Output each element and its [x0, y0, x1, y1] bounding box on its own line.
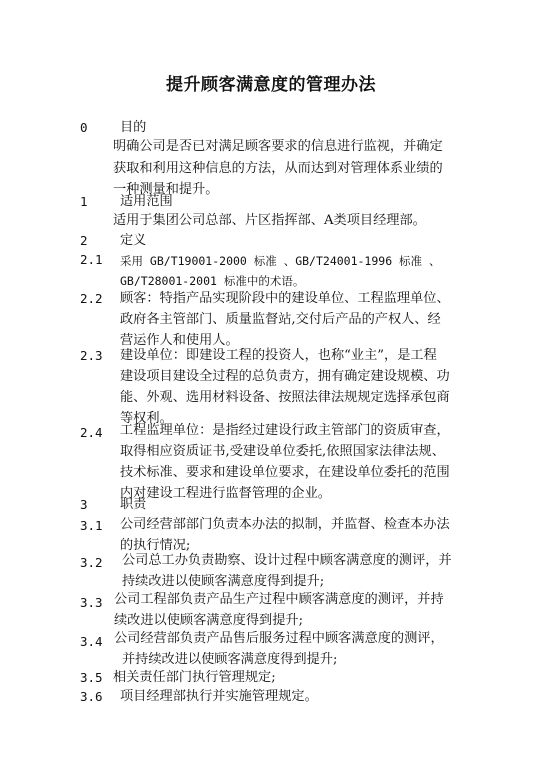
section-0-body	[113, 136, 443, 201]
paragraph-line: 工程监理单位：是指经过建设行政主管部门的资质审查，	[120, 423, 450, 438]
paragraph-line: 能、外观、选用材料设备、按照法律法规规定选择承包商	[120, 390, 450, 405]
section-2-1	[80, 251, 520, 291]
paragraph-line: 并持续改进以使顾客满意度得到提升;	[122, 652, 338, 667]
section-number: 3.2	[80, 555, 103, 570]
section-number: 2.2	[80, 291, 103, 306]
paragraph-line: 建设单位：即建设工程的投资人，也称“业主”，是工程	[120, 348, 437, 363]
section-number: 2.4	[80, 425, 103, 440]
document-title: 提升顾客满意度的管理办法	[166, 75, 376, 95]
section-heading: 定义	[120, 233, 147, 248]
section-3-4-body	[114, 628, 444, 670]
section-heading: 适用范围	[120, 194, 173, 209]
section-number: 3.4	[80, 634, 103, 649]
section-heading: 目的	[120, 120, 147, 135]
section-2-4-body	[120, 420, 450, 504]
section-number: 3.1	[80, 518, 103, 533]
section-number: 3.5	[80, 670, 103, 685]
section-heading: 职责	[120, 497, 147, 512]
section-3-3-body	[114, 589, 444, 631]
section-1-body	[113, 210, 426, 231]
paragraph-line: 等权利。	[120, 411, 173, 426]
paragraph-line: 技术标准、要求和建设单位要求，在建设单位委托的范围	[120, 465, 450, 480]
section-number: 3.3	[80, 595, 103, 610]
paragraph-line: 政府各主管部门、质量监督站,交付后产品的产权人、经	[120, 312, 441, 327]
paragraph-line: 获取和利用这种信息的方法，从而达到对管理体系业绩的	[113, 160, 443, 176]
section-3-2-body	[122, 550, 452, 592]
paragraph-line: 营运作人和使用人。	[120, 333, 239, 348]
paragraph-line: 项目经理部执行并实施管理规定。	[120, 689, 318, 704]
section-number: 3	[80, 497, 88, 512]
paragraph-line: 公司经营部部门负责本办法的拟制，并监督、检查本办法	[120, 517, 450, 532]
paragraph-line: 的执行情况;	[120, 538, 191, 553]
section-number: 1	[80, 194, 88, 209]
paragraph-line: 续改进以使顾客满意度得到提升;	[114, 613, 304, 628]
paragraph-line: 一种测量和提升。	[113, 182, 219, 197]
section-number: 2.3	[80, 348, 103, 363]
section-3-5-row	[80, 669, 520, 689]
section-2-2-body	[120, 288, 450, 351]
paragraph-line: 相关责任部门执行管理规定;	[113, 670, 276, 685]
section-number: 0	[80, 120, 88, 135]
paragraph-line: 持续改进以使顾客满意度得到提升;	[122, 574, 325, 589]
section-3-6-row	[80, 688, 520, 708]
paragraph-line: 适用于集团公司总部、片区指挥部、A类项目经理部。	[113, 213, 426, 228]
paragraph-line: GB/T28001-2001 标准中的术语。	[120, 274, 305, 288]
paragraph-line: 建设项目建设全过程的总负责方，拥有确定建设规模、功	[120, 369, 450, 384]
paragraph-line: 顾客：特指产品实现阶段中的建设单位、工程监理单位、	[120, 291, 450, 306]
paragraph-line: 内对建设工程进行监督管理的企业。	[120, 486, 331, 501]
paragraph-line: 取得相应资质证书,受建设单位委托,依照国家法律法规、	[120, 444, 445, 459]
section-2-heading-row	[80, 232, 500, 252]
section-number: 3.6	[80, 689, 103, 704]
paragraph-line: 公司经营部负责产品售后服务过程中顾客满意度的测评，	[114, 631, 444, 646]
paragraph-line: 采用 GB/T19001-2000 标准 、GB/T24001-1996 标准 、	[120, 254, 441, 268]
section-2-3-body	[120, 345, 450, 429]
section-number: 2	[80, 233, 88, 248]
section-number: 2.1	[80, 252, 103, 267]
paragraph-line: 明确公司是否已对满足顾客要求的信息进行监视，并确定	[113, 139, 443, 154]
section-3-heading-row	[80, 496, 500, 516]
paragraph-line: 公司工程部负责产品生产过程中顾客满意度的测评，并持	[114, 592, 444, 607]
paragraph-line: 公司总工办负责勘察、设计过程中顾客满意度的测评，并	[122, 553, 452, 568]
